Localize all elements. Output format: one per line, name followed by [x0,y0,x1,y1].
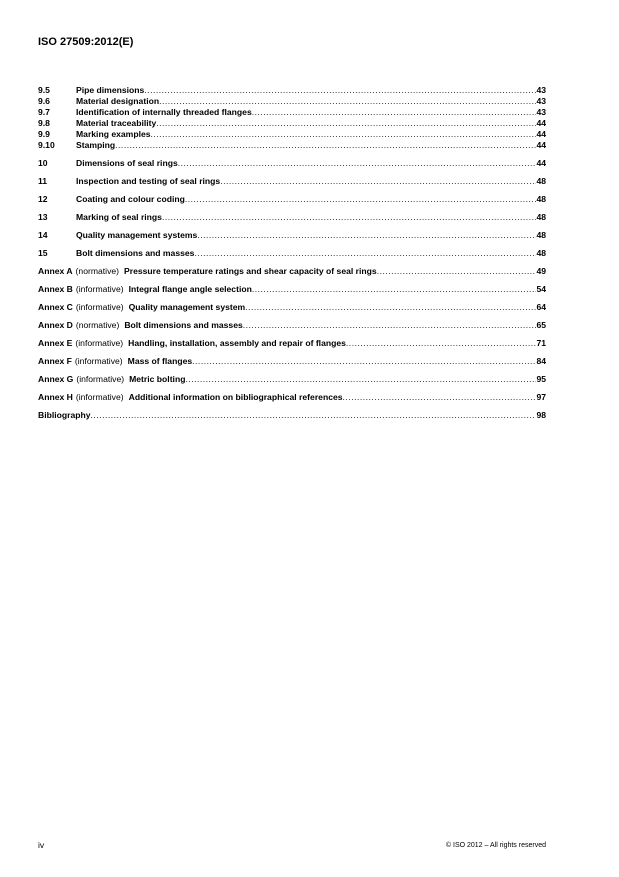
toc-entry-page: 84 [536,356,546,366]
annex-label: Annex E [38,338,73,348]
toc-entry-title: Quality management systems [76,230,198,240]
dot-leader [144,85,536,96]
dot-leader [346,338,537,349]
toc-entry[interactable] [38,129,546,140]
toc-entry[interactable] [38,248,546,259]
page-number: iv [38,840,45,850]
toc-entry-number: 9.7 [38,107,50,117]
dot-leader [178,158,537,169]
copyright-notice: © ISO 2012 – All rights reserved [445,842,546,849]
dot-leader [159,96,536,107]
toc-entry[interactable] [38,212,546,223]
annex-label: Annex B [38,284,73,294]
toc-entry-page: 44 [536,118,546,128]
document-header: ISO 27509:2012(E) [38,36,134,48]
annex-label: Annex F [38,356,72,366]
dot-leader [252,107,537,118]
toc-annex-entry[interactable] [38,392,546,403]
dot-leader [194,248,536,259]
toc-entry-title: Identification of internally threaded flanges [76,107,252,117]
toc-entry-page: 71 [536,338,546,348]
table-of-contents [38,85,546,421]
toc-entry[interactable] [38,118,546,129]
toc-entry-page: 43 [536,107,546,117]
toc-entry-title: Material designation [76,96,160,106]
toc-entry-page: 95 [536,374,546,384]
toc-entry-title: Metric bolting [129,374,186,384]
annex-label: Annex A [38,266,73,276]
toc-entry-page: 43 [536,96,546,106]
toc-entry-page: 44 [536,140,546,150]
toc-annex-entry[interactable] [38,374,546,385]
toc-entry-title: Integral flange angle selection [128,284,252,294]
toc-entry-title: Pipe dimensions [76,85,145,95]
toc-entry-page: 48 [536,230,546,240]
toc-annex-entry[interactable] [38,356,546,367]
toc-entry-number: 15 [38,248,48,258]
annex-kind: (normative) [75,266,120,276]
toc-entry-title: Mass of flanges [127,356,193,366]
toc-entry-title: Bolt dimensions and masses [76,248,195,258]
dot-leader [115,140,536,151]
toc-annex-entry[interactable] [38,302,546,313]
dot-leader [192,356,536,367]
toc-entry-page: 48 [536,248,546,258]
toc-entry[interactable] [38,230,546,241]
toc-entry-number: 14 [38,230,48,240]
toc-entry-number: 9.9 [38,129,50,139]
toc-entry-page: 98 [536,410,546,420]
toc-entry-number: 13 [38,212,48,222]
annex-label: Annex H [38,392,73,402]
toc-bibliography-entry[interactable] [38,410,546,421]
dot-leader [252,284,537,295]
toc-entry[interactable] [38,107,546,118]
toc-entry-title: Bibliography [38,410,91,420]
dot-leader [243,320,537,331]
toc-annex-entry[interactable] [38,320,546,331]
toc-entry[interactable] [38,96,546,107]
toc-entry[interactable] [38,85,546,96]
toc-entry-title: Inspection and testing of seal rings [76,176,221,186]
dot-leader [220,176,536,187]
toc-entry[interactable] [38,194,546,205]
annex-kind: (informative) [76,374,125,384]
dot-leader [377,266,537,277]
toc-entry[interactable] [38,176,546,187]
toc-annex-entry[interactable] [38,284,546,295]
dot-leader [185,194,537,205]
annex-label: Annex D [38,320,73,330]
toc-entry-title: Stamping [76,140,116,150]
toc-entry-page: 44 [536,129,546,139]
toc-entry-title: Quality management system [128,302,246,312]
toc-annex-entry[interactable] [38,338,546,349]
toc-entry-number: 9.5 [38,85,50,95]
toc-entry-page: 49 [536,266,546,276]
annex-kind: (normative) [75,320,120,330]
annex-kind: (informative) [75,338,124,348]
toc-entry-page: 48 [536,212,546,222]
toc-entry-title: Pressure temperature ratings and shear capacity of seal rings [124,266,377,276]
toc-entry-title: Material traceability [76,118,157,128]
toc-entry-number: 11 [38,176,48,186]
toc-entry-page: 48 [536,176,546,186]
annex-kind: (informative) [75,302,124,312]
toc-entry[interactable] [38,140,546,151]
toc-entry-page: 43 [536,85,546,95]
dot-leader [185,374,536,385]
toc-entry-title: Marking of seal rings [76,212,162,222]
toc-entry-title: Dimensions of seal rings [76,158,178,168]
toc-entry-number: 12 [38,194,48,204]
annex-kind: (informative) [75,392,124,402]
toc-entry-page: 48 [536,194,546,204]
toc-entry-page: 64 [536,302,546,312]
annex-kind: (informative) [75,284,124,294]
toc-entry-title: Additional information on bibliographical references [128,392,343,402]
dot-leader [343,392,537,403]
toc-entry-number: 9.8 [38,118,50,128]
toc-entry-number: 9.10 [38,140,55,150]
annex-label: Annex C [38,302,73,312]
dot-leader [91,410,537,421]
toc-entry-title: Coating and colour coding [76,194,185,204]
toc-entry-title: Marking examples [76,129,151,139]
toc-annex-entry[interactable] [38,266,546,277]
toc-entry[interactable] [38,158,546,169]
dot-leader [151,129,537,140]
toc-entry-page: 65 [536,320,546,330]
toc-entry-number: 10 [38,158,48,168]
toc-entry-page: 97 [536,392,546,402]
annex-label: Annex G [38,374,74,384]
dot-leader [197,230,536,241]
toc-entry-title: Bolt dimensions and masses [124,320,243,330]
dot-leader [156,118,536,129]
toc-entry-page: 44 [536,158,546,168]
toc-entry-number: 9.6 [38,96,50,106]
annex-kind: (informative) [74,356,123,366]
dot-leader [162,212,536,223]
toc-entry-title: Handling, installation, assembly and repair of flanges [128,338,346,348]
toc-entry-page: 54 [536,284,546,294]
dot-leader [245,302,536,313]
